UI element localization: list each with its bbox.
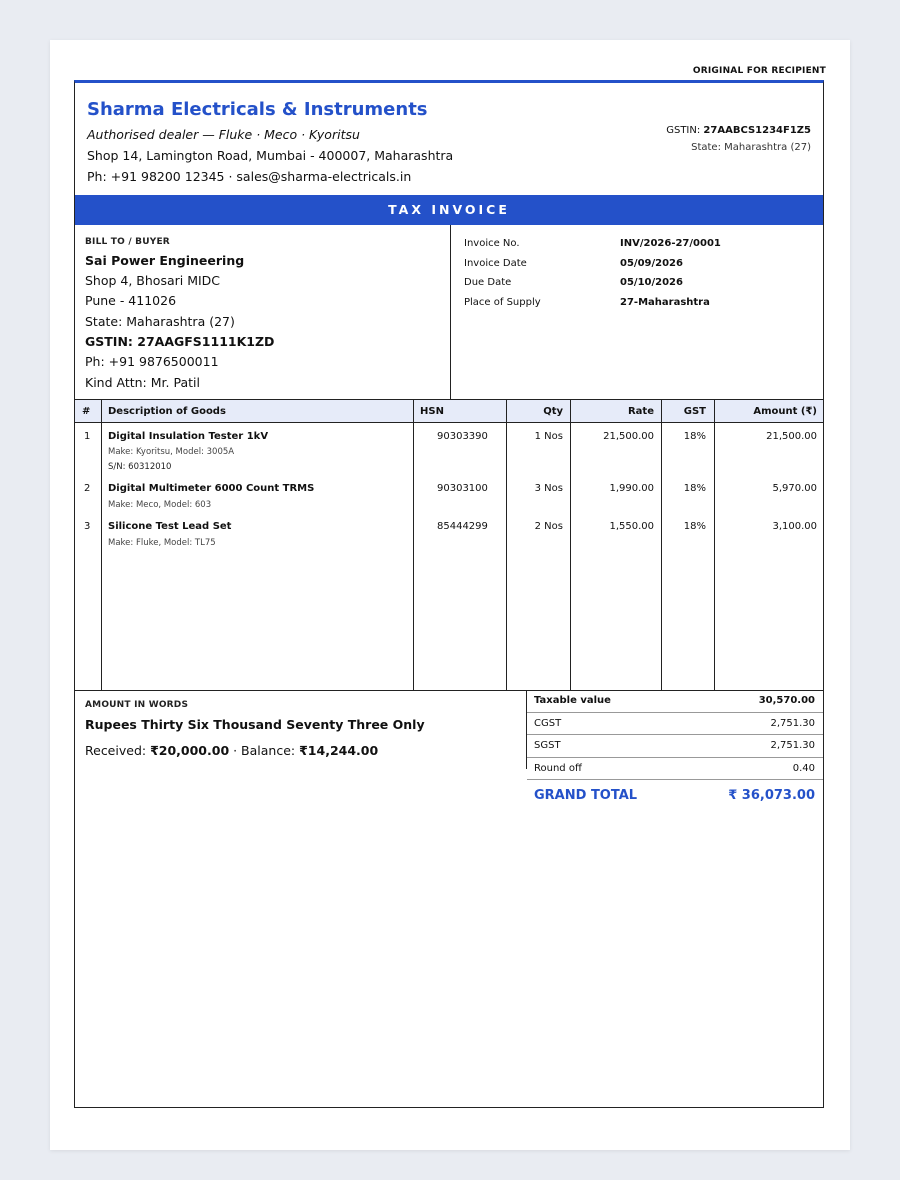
buyer-address1: Shop 4, Bhosari MIDC bbox=[85, 273, 221, 288]
due-date-value: 05/10/2026 bbox=[620, 277, 683, 288]
buyer-gstin: GSTIN: 27AAGFS1111K1ZD bbox=[85, 334, 275, 349]
totals-divider bbox=[527, 757, 823, 758]
seller-contact: Ph: +91 98200 12345 · sales@sharma-electricals.in bbox=[87, 169, 412, 184]
item-serial: S/N: 60312010 bbox=[108, 462, 172, 472]
seller-gstin-label: GSTIN: bbox=[666, 125, 701, 136]
items-col-divider bbox=[714, 399, 715, 690]
round-off-label: Round off bbox=[534, 763, 582, 774]
item-no: 3 bbox=[84, 521, 91, 532]
round-off-value: 0.40 bbox=[792, 763, 815, 774]
totals-divider bbox=[527, 779, 823, 780]
taxable-value: 30,570.00 bbox=[758, 695, 815, 706]
item-gst: 18% bbox=[683, 521, 706, 532]
sgst-value: 2,751.30 bbox=[770, 740, 815, 751]
copy-label: ORIGINAL FOR RECIPIENT bbox=[692, 66, 826, 76]
items-col-divider bbox=[661, 399, 662, 690]
item-make: Make: Kyoritsu, Model: 3005A bbox=[108, 447, 235, 457]
amount-words-label: AMOUNT IN WORDS bbox=[85, 700, 189, 710]
col-amount: Amount (₹) bbox=[753, 406, 817, 417]
invoice-frame bbox=[74, 80, 824, 1108]
totals-divider bbox=[527, 734, 823, 735]
buyer-attn: Kind Attn: Mr. Patil bbox=[85, 375, 200, 390]
seller-gstin-value: 27AABCS1234F1Z5 bbox=[703, 125, 811, 136]
item-rate: 1,550.00 bbox=[609, 521, 654, 532]
invoice-date-value: 05/09/2026 bbox=[620, 258, 683, 269]
received-balance bbox=[85, 743, 378, 758]
grand-total-label: GRAND TOTAL bbox=[534, 788, 638, 803]
item-make: Make: Meco, Model: 603 bbox=[108, 500, 212, 510]
items-col-divider bbox=[570, 399, 571, 690]
seller-tagline: Authorised dealer — Fluke · Meco · Kyoritsu bbox=[87, 127, 360, 142]
place-of-supply-label: Place of Supply bbox=[464, 297, 541, 308]
due-date-label: Due Date bbox=[464, 277, 512, 288]
item-amount: 5,970.00 bbox=[772, 483, 817, 494]
item-qty: 2 Nos bbox=[534, 521, 563, 532]
seller-state: State: Maharashtra (27) bbox=[691, 142, 811, 153]
buyer-state: State: Maharashtra (27) bbox=[85, 314, 235, 329]
items-col-divider bbox=[101, 399, 102, 690]
cgst-label: CGST bbox=[534, 718, 562, 729]
invoice-date-label: Invoice Date bbox=[464, 258, 527, 269]
item-rate: 21,500.00 bbox=[603, 431, 654, 442]
items-col-divider bbox=[506, 399, 507, 690]
received-label: Received: bbox=[85, 743, 151, 758]
seller-gstin bbox=[666, 125, 811, 136]
item-qty: 1 Nos bbox=[534, 431, 563, 442]
item-description: Silicone Test Lead Set bbox=[108, 521, 232, 532]
seller-name: Sharma Electricals & Instruments bbox=[87, 99, 428, 120]
invoice-no-label: Invoice No. bbox=[464, 238, 520, 249]
item-gst: 18% bbox=[683, 431, 706, 442]
cgst-value: 2,751.30 bbox=[770, 718, 815, 729]
item-make: Make: Fluke, Model: TL75 bbox=[108, 538, 216, 548]
amount-words: Rupees Thirty Six Thousand Seventy Three Only bbox=[85, 717, 425, 732]
item-hsn: 90303100 bbox=[437, 483, 488, 494]
invoice-page bbox=[50, 40, 850, 1150]
buyer-phone: Ph: +91 9876500011 bbox=[85, 354, 219, 369]
item-qty: 3 Nos bbox=[534, 483, 563, 494]
buyer-section-label: BILL TO / BUYER bbox=[85, 237, 170, 247]
item-amount: 21,500.00 bbox=[766, 431, 817, 442]
taxable-label: Taxable value bbox=[534, 695, 611, 706]
items-col-divider bbox=[413, 399, 414, 690]
item-hsn: 90303390 bbox=[437, 431, 488, 442]
place-of-supply-value: 27-Maharashtra bbox=[620, 297, 710, 308]
col-gst: GST bbox=[683, 406, 706, 417]
col-qty: Qty bbox=[543, 406, 563, 417]
item-no: 2 bbox=[84, 483, 91, 494]
items-table-header bbox=[75, 399, 823, 423]
item-hsn: 85444299 bbox=[437, 521, 488, 532]
item-description: Digital Insulation Tester 1kV bbox=[108, 431, 269, 442]
col-rate: Rate bbox=[627, 406, 654, 417]
item-gst: 18% bbox=[683, 483, 706, 494]
item-description: Digital Multimeter 6000 Count TRMS bbox=[108, 483, 315, 494]
item-rate: 1,990.00 bbox=[609, 483, 654, 494]
sgst-label: SGST bbox=[534, 740, 561, 751]
buyer-meta-divider bbox=[450, 225, 451, 399]
buyer-name: Sai Power Engineering bbox=[85, 253, 245, 268]
seller-address: Shop 14, Lamington Road, Mumbai - 400007, Maharashtra bbox=[87, 148, 454, 163]
items-table-bottom bbox=[75, 690, 823, 691]
invoice-no-value: INV/2026-27/0001 bbox=[620, 238, 721, 249]
totals-divider bbox=[527, 712, 823, 713]
grand-total-value: ₹ 36,073.00 bbox=[728, 788, 815, 803]
col-hsn: HSN bbox=[420, 406, 444, 417]
buyer-address2: Pune - 411026 bbox=[85, 293, 177, 308]
balance-label: · Balance: bbox=[229, 743, 300, 758]
invoice-title: TAX INVOICE bbox=[75, 195, 823, 225]
received-value: ₹20,000.00 bbox=[150, 743, 230, 758]
col-description: Description of Goods bbox=[108, 406, 226, 417]
item-amount: 3,100.00 bbox=[772, 521, 817, 532]
balance-value: ₹14,244.00 bbox=[299, 743, 379, 758]
item-no: 1 bbox=[84, 431, 91, 442]
col-no: # bbox=[82, 406, 91, 417]
